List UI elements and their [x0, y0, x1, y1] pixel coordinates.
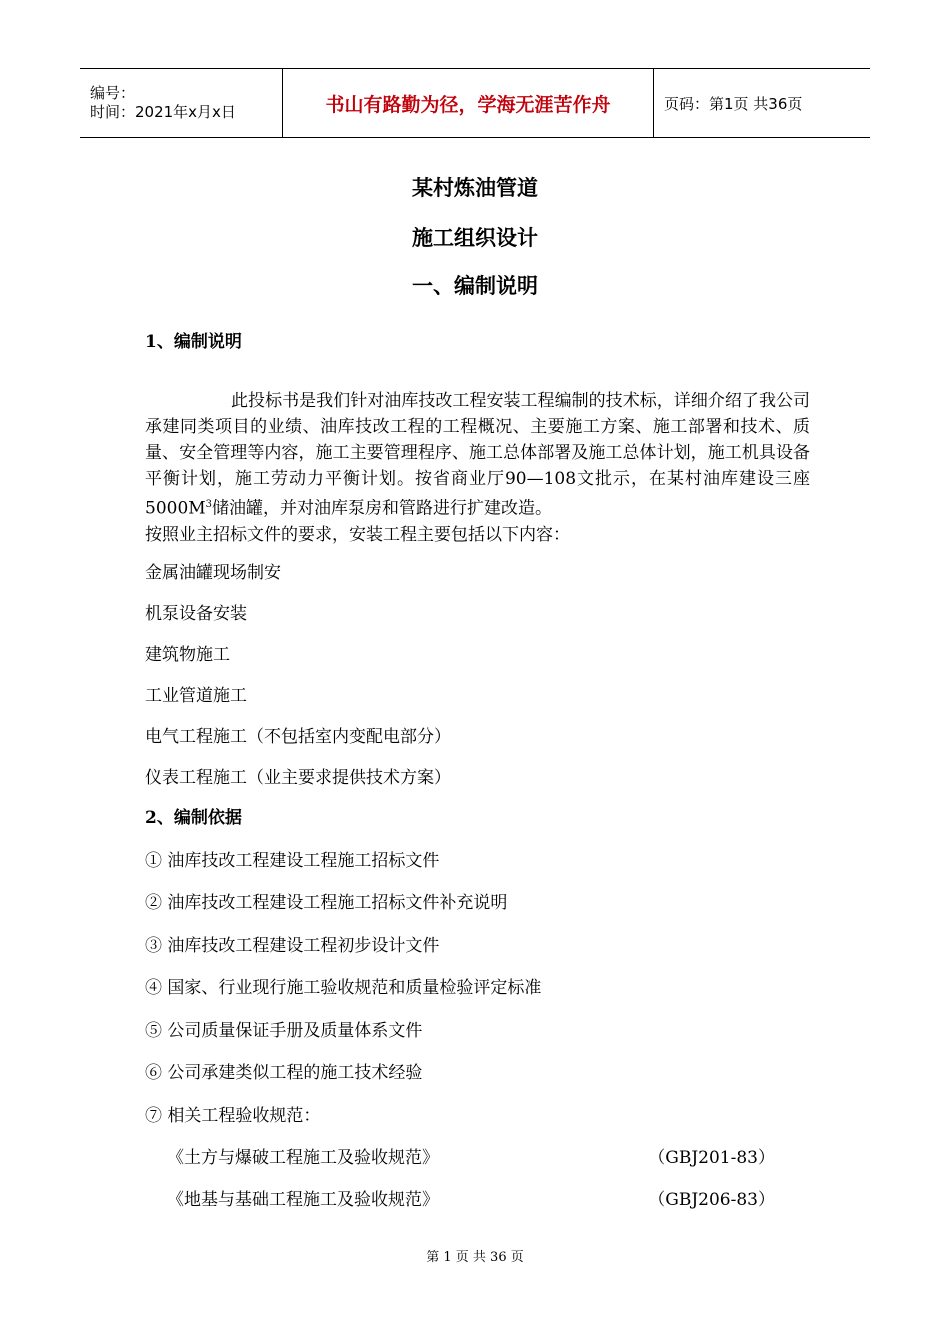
document-time-label: 时间：2021年x月x日: [90, 103, 236, 121]
section-heading-2: 2、编制依据: [145, 807, 242, 828]
paragraph-text-part2: 储油罐，并对油库泵房和管路进行扩建改造。: [212, 498, 553, 519]
header-motto: 书山有路勤为径，学海无涯苦作舟: [282, 69, 654, 137]
list-item: 机泵设备安装: [145, 603, 247, 624]
section-heading-1: 1、编制说明: [145, 332, 242, 352]
scope-intro: 按照业主招标文件的要求，安装工程主要包括以下内容：: [145, 524, 570, 545]
standard-name: 《地基与基础工程施工及验收规范》: [167, 1190, 439, 1211]
list-item: 电气工程施工（不包括室内变配电部分）: [145, 726, 451, 747]
header-page-info: 页码：第1页 共36页: [664, 94, 803, 113]
standard-name: 《土方与爆破工程施工及验收规范》: [167, 1148, 439, 1169]
header-left-cell: [80, 69, 282, 137]
list-item: 金属油罐现场制安: [145, 562, 281, 583]
list-item: ⑥ 公司承建类似工程的施工技术经验: [145, 1063, 423, 1084]
list-item: 仪表工程施工（业主要求提供技术方案）: [145, 767, 451, 788]
list-item: 工业管道施工: [145, 685, 247, 706]
paragraph-text-part1: 此投标书是我们针对油库技改工程安装工程编制的技术标，详细介绍了我公司承建同类项目的业绩、油库技改工程的工程概况、主要施工方案、施工部署和技术、质量、安全管理等内容，施工主要管理程序、施工总体部署及施工总体计划，施工机具设备平衡计划，施工劳动力平衡计划。按省商业厅90—108文批示，在某村油库建设三座5000M: [145, 391, 810, 519]
standard-row: [145, 1187, 775, 1213]
document-subtitle: 施工组织设计: [412, 225, 538, 250]
scope-list: [145, 560, 810, 791]
intro-paragraph: [145, 388, 810, 522]
page-header: [80, 68, 870, 138]
page-footer: 第 1 页 共 36 页: [426, 1250, 524, 1265]
chapter-heading: 一、编制说明: [412, 273, 538, 298]
list-item: ③ 油库技改工程建设工程初步设计文件: [145, 935, 440, 956]
document-number-label: 编号：: [90, 84, 136, 102]
list-item: ④ 国家、行业现行施工验收规范和质量检验评定标准: [145, 978, 542, 999]
list-item: ⑤ 公司质量保证手册及质量体系文件: [145, 1020, 423, 1041]
list-item: 建筑物施工: [145, 644, 230, 665]
basis-list: [145, 848, 810, 1129]
standard-row: [145, 1145, 775, 1171]
list-item: ⑦ 相关工程验收规范：: [145, 1105, 321, 1126]
list-item: ① 油库技改工程建设工程施工招标文件: [145, 850, 440, 871]
superscript-exponent: 3: [205, 499, 213, 510]
list-item: ② 油库技改工程建设工程施工招标文件补充说明: [145, 893, 508, 914]
document-title: 某村炼油管道: [412, 175, 538, 200]
standard-code: （GBJ206-83）: [648, 1190, 775, 1211]
document-body: [145, 330, 810, 1229]
standard-code: （GBJ201-83）: [648, 1148, 775, 1169]
